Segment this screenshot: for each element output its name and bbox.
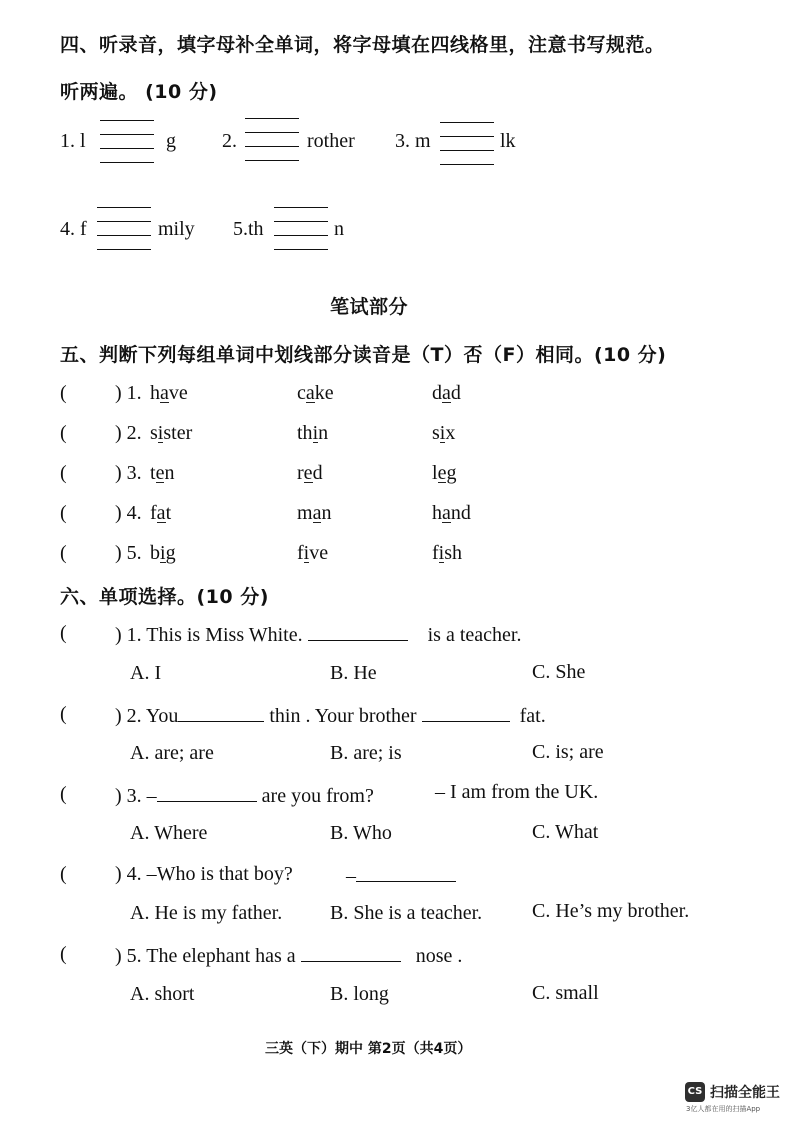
underlined-letters: i (439, 422, 446, 444)
q2-option-c[interactable]: C. is; are (532, 741, 604, 763)
page-footer: 三英（下）期中 第2页（共4页） (265, 1041, 472, 1057)
underlined-letters: e (155, 462, 165, 484)
blank-q2b[interactable] (422, 703, 510, 722)
four-line-grid-2[interactable] (245, 118, 299, 162)
q2-option-b[interactable]: B. are; is (330, 742, 402, 764)
question-4: ) 4. –Who is that boy? (115, 863, 293, 885)
answer-bracket-q5[interactable]: ( (60, 943, 67, 965)
s5-word-2-1: cake (297, 382, 334, 404)
q5-option-b[interactable]: B. long (330, 983, 389, 1005)
s5-item-number-4: ) 4. (115, 502, 142, 524)
s5-item-number-1: ) 1. (115, 382, 142, 404)
q1-option-a[interactable]: A. I (130, 662, 162, 684)
question-2: ) 2. You thin . Your brother fat. (115, 705, 546, 727)
s5-word-2-3: red (297, 462, 323, 484)
watermark-tagline: 3亿人都在用的扫描App (686, 1105, 761, 1113)
q3-option-c[interactable]: C. What (532, 821, 599, 843)
section6-title: 六、单项选择。(10 分) (60, 586, 269, 608)
answer-bracket-q4[interactable]: ( (60, 863, 67, 885)
blank-q3[interactable] (157, 783, 257, 802)
s5-word-3-5: fish (432, 542, 463, 564)
answer-bracket-q2[interactable]: ( (60, 703, 67, 725)
blank-q4[interactable] (356, 863, 456, 882)
underlined-letters: i (160, 542, 166, 564)
answer-bracket-q3[interactable]: ( (60, 783, 67, 805)
q2-option-a[interactable]: A. are; are (130, 742, 214, 764)
s5-word-2-2: thin (297, 422, 329, 444)
s5-word-3-2: six (432, 422, 456, 444)
answer-bracket-s5-2[interactable]: ( (60, 422, 67, 444)
s5-word-1-2: sister (150, 422, 193, 444)
question-3-answer-line: – I am from the UK. (435, 781, 599, 803)
underlined-letters: a (160, 382, 169, 404)
item-2-prefix: 2. (222, 130, 237, 152)
s5-word-2-4: man (297, 502, 332, 524)
s5-word-2-5: five (297, 542, 329, 564)
s5-word-3-1: dad (432, 382, 461, 404)
blank-q1[interactable] (308, 622, 408, 641)
item-4-suffix: mily (158, 218, 195, 240)
question-1: ) 1. This is Miss White. is a teacher. (115, 624, 522, 646)
q1-option-b[interactable]: B. He (330, 662, 377, 684)
underlined-letters: a (305, 382, 315, 404)
four-line-grid-5[interactable] (274, 207, 328, 251)
underlined-letters: i (157, 422, 164, 444)
item-1-suffix: g (166, 130, 176, 152)
underlined-letters: e (437, 462, 447, 484)
s5-word-1-1: have (150, 382, 188, 404)
q3-option-b[interactable]: B. Who (330, 822, 392, 844)
underlined-letters: a (442, 382, 451, 404)
underlined-letters: i (312, 422, 319, 444)
item-2-suffix: rother (307, 130, 355, 152)
item-4-prefix: 4. f (60, 218, 87, 240)
four-line-grid-1[interactable] (100, 120, 154, 164)
item-5-suffix: n (334, 218, 344, 240)
q4-option-c[interactable]: C. He’s my brother. (532, 900, 690, 922)
section4-title: 四、听录音，填字母补全单词，将字母填在四线格里，注意书写规范。 (60, 34, 665, 56)
s5-word-1-5: big (150, 542, 176, 564)
q5-option-a[interactable]: A. short (130, 983, 195, 1005)
underlined-letters: i (438, 542, 445, 564)
answer-bracket-s5-4[interactable]: ( (60, 502, 67, 524)
question-5: ) 5. The elephant has a nose . (115, 945, 463, 967)
s5-item-number-3: ) 3. (115, 462, 142, 484)
section4-subtitle: 听两遍。 (10 分) (60, 81, 218, 103)
question-3: ) 3. – are you from? (115, 785, 374, 807)
underlined-letters: a (156, 502, 166, 524)
item-3-prefix: 3. m (395, 130, 431, 152)
blank-q2a[interactable] (178, 703, 264, 722)
answer-bracket-s5-3[interactable]: ( (60, 462, 67, 484)
item-5-prefix: 5.th (233, 218, 264, 240)
s5-word-3-3: leg (432, 462, 457, 484)
q4-option-b[interactable]: B. She is a teacher. (330, 902, 483, 924)
item-1-prefix: 1. l (60, 130, 86, 152)
q3-option-a[interactable]: A. Where (130, 822, 208, 844)
answer-bracket-s5-5[interactable]: ( (60, 542, 67, 564)
written-part-heading: 笔试部分 (330, 296, 409, 318)
q4-option-a[interactable]: A. He is my father. (130, 902, 283, 924)
underlined-letters: a (312, 502, 322, 524)
blank-q5[interactable] (301, 943, 401, 962)
question-4-reply: – (346, 863, 456, 888)
section5-title: 五、判断下列每组单词中划线部分读音是（T）否（F）相同。(10 分) (60, 344, 667, 366)
four-line-grid-4[interactable] (97, 207, 151, 251)
underlined-letters: i (303, 542, 310, 564)
underlined-letters: a (442, 502, 451, 524)
answer-bracket-s5-1[interactable]: ( (60, 382, 67, 404)
item-3-suffix: lk (500, 130, 516, 152)
camscanner-logo-icon: CS (685, 1082, 705, 1102)
watermark-name: 扫描全能王 (710, 1085, 780, 1101)
four-line-grid-3[interactable] (440, 122, 494, 166)
s5-word-1-4: fat (150, 502, 172, 524)
q5-option-c[interactable]: C. small (532, 982, 599, 1004)
s5-word-3-4: hand (432, 502, 471, 524)
s5-item-number-5: ) 5. (115, 542, 142, 564)
s5-item-number-2: ) 2. (115, 422, 142, 444)
s5-word-1-3: ten (150, 462, 175, 484)
underlined-letters: e (303, 462, 313, 484)
answer-bracket-q1[interactable]: ( (60, 622, 67, 644)
q1-option-c[interactable]: C. She (532, 661, 586, 683)
